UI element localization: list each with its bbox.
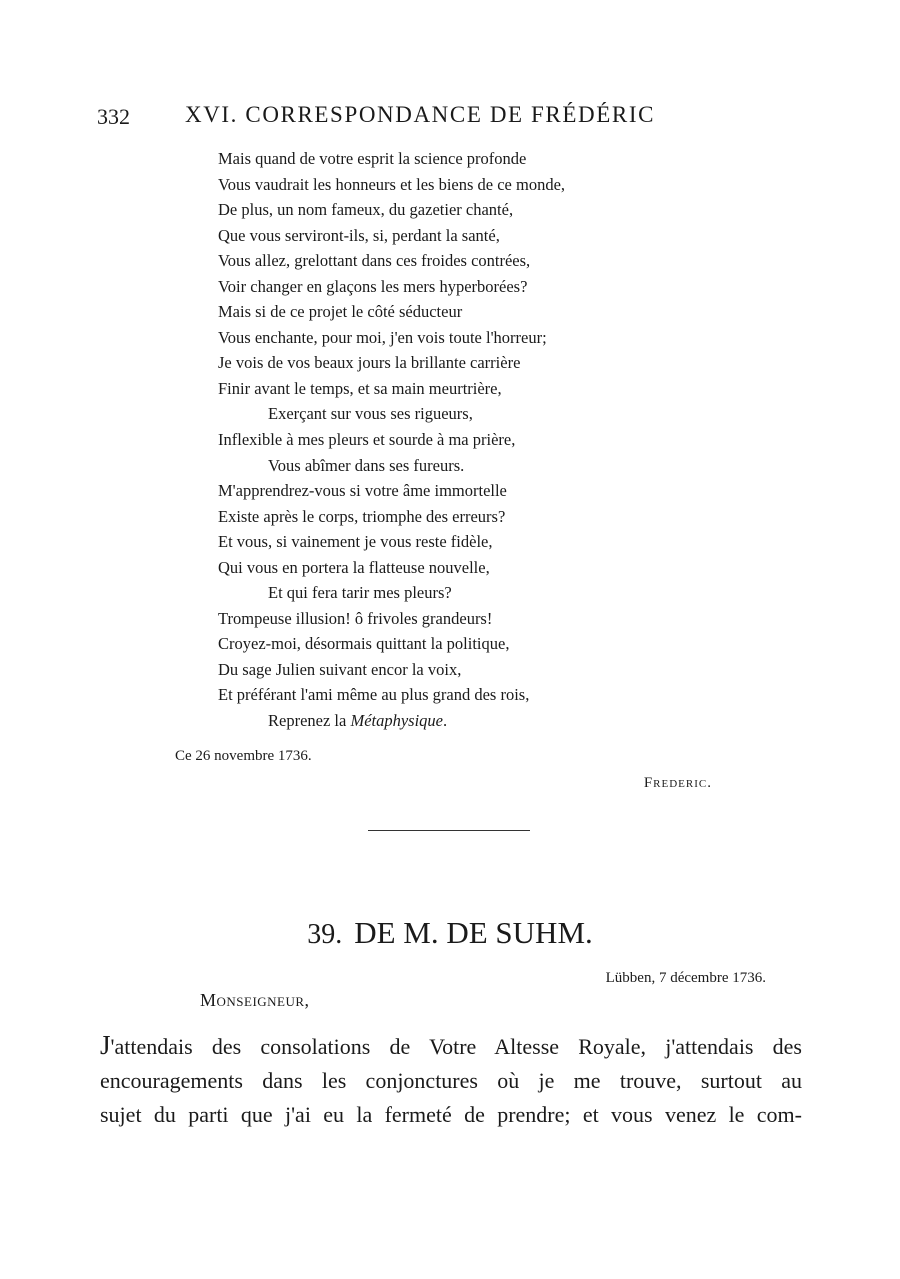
verse-line: Finir avant le temps, et sa main meurtrière, — [218, 378, 502, 398]
body-line — [100, 1028, 802, 1064]
section-divider — [368, 830, 530, 831]
verse-line: Inflexible à mes pleurs et sourde à ma prière, — [218, 430, 516, 450]
verse-text: . — [443, 711, 448, 731]
verse-italic: Métaphysique — [350, 711, 444, 731]
closing-date: Ce 26 novembre 1736. — [175, 748, 312, 764]
verse-line: Et vous, si vainement je vous reste fidèle, — [218, 532, 493, 552]
verse-line: M'apprendrez-vous si votre âme immortelle — [218, 481, 507, 501]
verse-line: Qui vous en portera la flatteuse nouvelle, — [218, 557, 490, 577]
verse-line: Mais quand de votre esprit la science profonde — [218, 149, 527, 168]
verse-line: Trompeuse illusion! ô frivoles grandeurs! — [218, 608, 493, 628]
verse-text: Reprenez la — [268, 711, 351, 731]
verse-line: Exerçant sur vous ses rigueurs, — [268, 404, 473, 424]
verse-line: Que vous serviront-ils, si, perdant la santé, — [218, 225, 500, 245]
verse-line: Vous abîmer dans ses fureurs. — [268, 455, 465, 475]
place-date: Lübben, 7 décembre 1736. — [605, 970, 766, 986]
body-line: encouragements dans les conjonctures où je me trouve, surtout au — [100, 1068, 802, 1093]
page-number: 332 — [97, 104, 130, 129]
verse-line: Et qui fera tarir mes pleurs? — [268, 583, 452, 603]
signature: Frederic. — [643, 775, 712, 791]
verse-line: Voir changer en glaçons les mers hyperborées? — [218, 276, 528, 296]
verse-line: Vous allez, grelottant dans ces froides contrées, — [218, 251, 531, 271]
verse-line: Croyez-moi, désormais quittant la politique, — [218, 634, 510, 654]
verse-line: Vous enchante, pour moi, j'en vois toute l'horreur; — [218, 327, 547, 347]
verse-line: Du sage Julien suivant encor la voix, — [218, 659, 462, 679]
verse-line: Et préférant l'ami même au plus grand des rois, — [218, 685, 530, 705]
letter-title: DE M. DE SUHM. — [354, 915, 593, 950]
body-line: sujet du parti que j'ai eu la fermeté de prendre; et vous venez le com- — [100, 1102, 802, 1127]
poem — [218, 146, 565, 734]
verse-line — [218, 708, 565, 734]
body-line-text: 'attendais des consolations de Votre Altesse Royale, j'attendais des — [110, 1034, 802, 1059]
drop-letter: J — [100, 1030, 111, 1060]
verse-line: De plus, un nom fameux, du gazetier chanté, — [218, 200, 514, 220]
verse-line: Je vois de vos beaux jours la brillante carrière — [218, 353, 521, 373]
salutation: Monseigneur, — [200, 990, 310, 1010]
verse-line: Mais si de ce projet le côté séducteur — [218, 302, 463, 322]
letter-number: 39. — [307, 919, 343, 950]
running-title: XVI. CORRESPONDANCE DE FRÉDÉRIC — [185, 102, 656, 127]
letter-body — [100, 1028, 802, 1132]
verse-line: Existe après le corps, triomphe des erreurs? — [218, 506, 506, 526]
verse-line: Vous vaudrait les honneurs et les biens de ce monde, — [218, 174, 566, 194]
letter-heading — [0, 915, 900, 951]
